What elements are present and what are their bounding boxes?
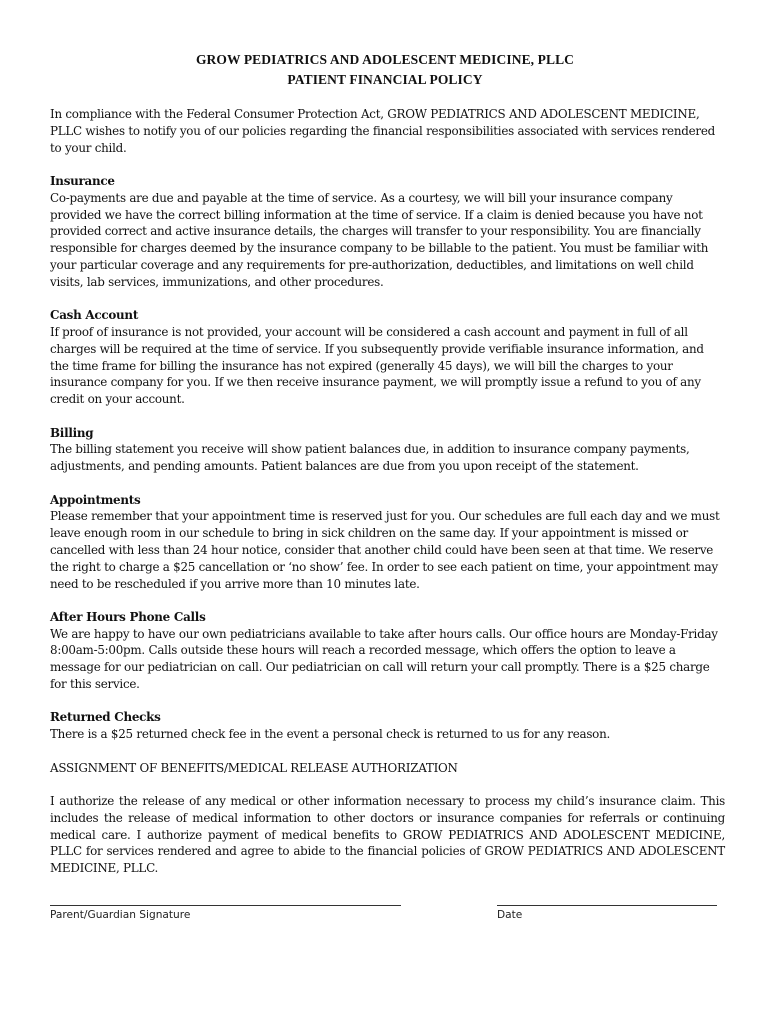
section-text: If proof of insurance is not provided, your account will be considered a cash account and payment in full of all charges will be required at the time of service. If you subsequently provide verifiable insurance information, and the time frame for billing the insurance has not expired (generally 45 days), we will bill the charges to your insurance company for you. If we then receive insurance payment, we will promptly issue a refund to you of any credit on your account. [50,324,704,407]
section-title: After Hours Phone Calls [50,609,206,624]
document-title: PATIENT FINANCIAL POLICY [287,72,483,87]
date-label: Date [497,909,523,921]
section-text: Please remember that your appointment time is reserved just for you. Our schedules are full each day and we must leave enough room in our schedule to bring in sick children on the same day. If your appointment is missed or cancelled with less than 24 hour notice, consider that another child could have been seen at that time. We reserve the right to charge a $25 cancellation or ‘no show’ fee. In order to see each patient on time, your appointment may need to be rescheduled if you arrive more than 10 minutes late. [50,509,720,591]
section-title: Appointments [50,492,141,507]
section-text: The billing statement you receive will show patient balances due, in addition to insurance company payments, adjustments, and pending amounts. Patient balances are due from you upon receipt of the statement. [50,442,690,474]
authorization-paragraph: I authorize the release of any medical or other information necessary to process my child’s insurance claim. This includes the release of medical information to other doctors or insurance companies for referrals or continuing medical care. I authorize payment of medical benefits to GROW PEDIATRICS AND ADOLESCENT MEDICINE, PLLC for services rendered and agree to abide to the financial policies of GROW PEDIATRICS AND ADOLESCENT MEDICINE, PLLC. [50,794,725,876]
section-billing [50,425,725,475]
section-text: Co-payments are due and payable at the time of service. As a courtesy, we will bill your insurance company provided we have the correct billing information at the time of service. If a claim is denied because you have not provided correct and active insurance details, the charges will transfer to your responsibility. You are financially responsible for charges deemed by the insurance company to be billable to the patient. You must be familiar with your particular coverage and any requirements for pre-authorization, deductibles, and limitations on well child visits, lab services, immunizations, and other procedures. [50,190,709,289]
assignment-heading: ASSIGNMENT OF BENEFITS/MEDICAL RELEASE AUTHORIZATION [50,760,458,775]
section-after-hours-calls [50,609,725,693]
section-insurance [50,173,725,291]
section-title: Cash Account [50,308,139,323]
section-text: We are happy to have our own pediatricians available to take after hours calls. Our office hours are Monday-Friday 8:00am-5:00pm. Calls outside these hours will reach a recorded message, which offers the option to leave a message for our pediatrician on call. Our pediatrician on call will return your call promptly. There is a $25 charge for this service. [50,626,718,692]
intro-paragraph: In compliance with the Federal Consumer Protection Act, GROW PEDIATRICS AND ADOLESCENT MEDICINE, PLLC wishes to notify you of our policies regarding the financial responsibilities associated with services rendered to your child. [50,107,715,155]
date-line[interactable] [497,905,717,926]
section-title: Insurance [50,173,115,188]
section-title: Returned Checks [50,710,161,725]
organization-name: GROW PEDIATRICS AND ADOLESCENT MEDICINE, PLLC [195,52,575,67]
parent-signature-line[interactable] [50,905,401,926]
parent-signature-label: Parent/Guardian Signature [50,909,191,921]
section-appointments [50,492,725,593]
section-cash-account [50,307,725,408]
section-returned-checks [50,709,725,743]
document-body [50,106,725,894]
section-title: Billing [50,425,94,440]
section-text: There is a $25 returned check fee in the event a personal check is returned to us for any reason. [50,727,611,742]
